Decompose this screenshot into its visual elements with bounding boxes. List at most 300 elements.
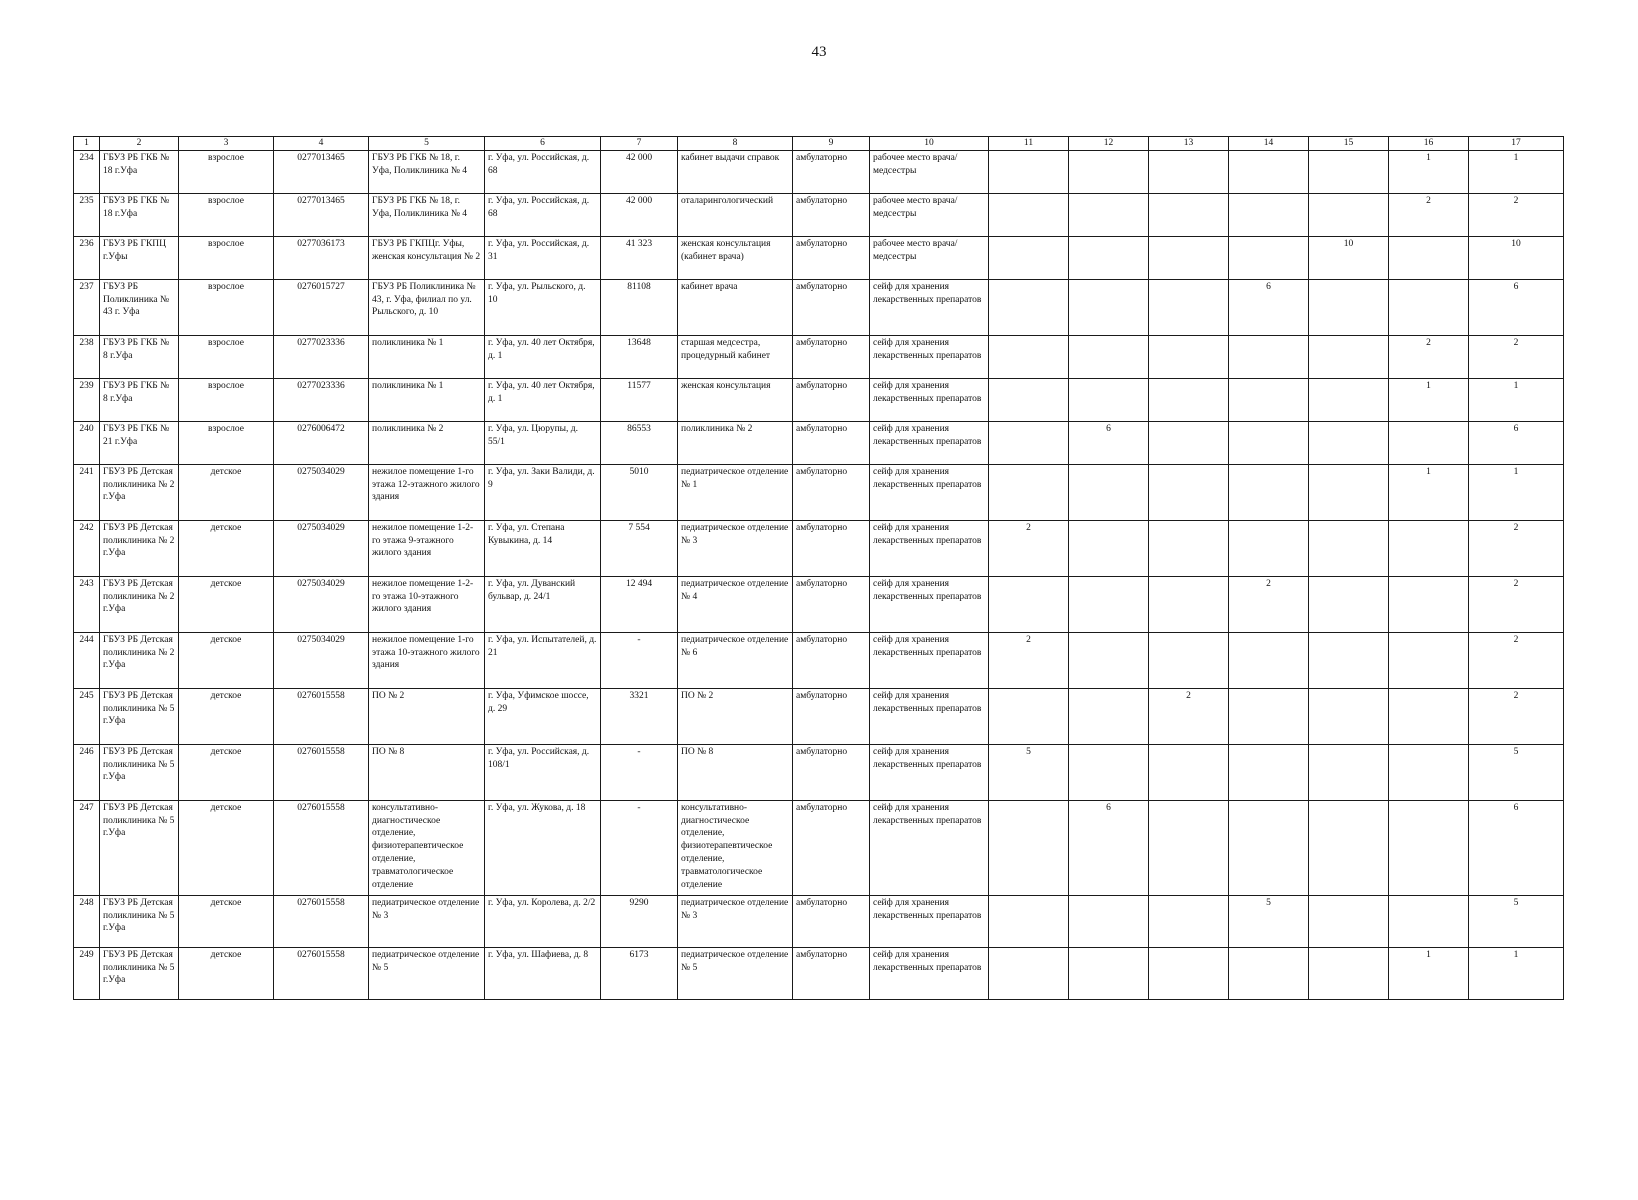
total-cell: 5 (1469, 895, 1564, 947)
storage-place-cell: сейф для хранения лекарственных препаратов (870, 744, 989, 800)
care-mode-cell: амбулаторно (793, 520, 870, 576)
table-row (74, 632, 1564, 688)
row-number-cell: 247 (74, 800, 100, 895)
count-cell-11 (989, 947, 1069, 999)
count-cell-14 (1229, 632, 1309, 688)
inn-cell: 0276015558 (274, 688, 369, 744)
row-number-cell: 249 (74, 947, 100, 999)
total-cell: 5 (1469, 744, 1564, 800)
count-cell-12 (1069, 895, 1149, 947)
storage-place-cell: сейф для хранения лекарственных препаратов (870, 335, 989, 378)
row-number-cell: 243 (74, 576, 100, 632)
count-cell-11 (989, 193, 1069, 236)
unit-cell: старшая медсестра, процедурный кабинет (678, 335, 793, 378)
object-cell: нежилое помещение 1-го этажа 12-этажного жилого здания (369, 464, 485, 520)
count-cell-13 (1149, 895, 1229, 947)
row-number-cell: 242 (74, 520, 100, 576)
age-group-cell: детское (179, 895, 274, 947)
age-group-cell: детское (179, 576, 274, 632)
table-row (74, 421, 1564, 464)
count-cell-12: 6 (1069, 421, 1149, 464)
object-cell: поликлиника № 1 (369, 378, 485, 421)
organization-cell: ГБУЗ РБ ГКБ № 21 г.Уфа (100, 421, 179, 464)
age-group-cell: взрослое (179, 335, 274, 378)
care-mode-cell: амбулаторно (793, 378, 870, 421)
age-group-cell: детское (179, 744, 274, 800)
unit-cell: педиатрическое отделение № 3 (678, 895, 793, 947)
count-cell-11 (989, 800, 1069, 895)
count-cell-11: 2 (989, 520, 1069, 576)
area-cell: 3321 (601, 688, 678, 744)
area-cell: 86553 (601, 421, 678, 464)
address-cell: г. Уфа, ул. Заки Валиди, д. 9 (485, 464, 601, 520)
count-cell-15 (1309, 744, 1389, 800)
column-header: 10 (870, 137, 989, 151)
column-header: 12 (1069, 137, 1149, 151)
count-cell-12 (1069, 520, 1149, 576)
column-header: 5 (369, 137, 485, 151)
object-cell: ПО № 2 (369, 688, 485, 744)
age-group-cell: детское (179, 688, 274, 744)
organization-cell: ГБУЗ РБ Детская поликлиника № 5 г.Уфа (100, 947, 179, 999)
care-mode-cell: амбулаторно (793, 800, 870, 895)
row-number-cell: 235 (74, 193, 100, 236)
column-header: 1 (74, 137, 100, 151)
count-cell-15 (1309, 632, 1389, 688)
care-mode-cell: амбулаторно (793, 632, 870, 688)
age-group-cell: детское (179, 520, 274, 576)
inn-cell: 0277023336 (274, 378, 369, 421)
total-cell: 1 (1469, 464, 1564, 520)
inn-cell: 0276015558 (274, 800, 369, 895)
object-cell: ПО № 8 (369, 744, 485, 800)
unit-cell: консультативно-диагностическое отделение, физиотерапевтическое отделение, травматологическое отделение (678, 800, 793, 895)
storage-place-cell: сейф для хранения лекарственных препаратов (870, 800, 989, 895)
count-cell-14 (1229, 744, 1309, 800)
area-cell: - (601, 632, 678, 688)
table-row (74, 947, 1564, 999)
column-header: 8 (678, 137, 793, 151)
count-cell-13 (1149, 378, 1229, 421)
count-cell-15 (1309, 335, 1389, 378)
register-table (73, 136, 1564, 1000)
care-mode-cell: амбулаторно (793, 688, 870, 744)
count-cell-15 (1309, 688, 1389, 744)
inn-cell: 0276015727 (274, 279, 369, 335)
area-cell: - (601, 744, 678, 800)
count-cell-11 (989, 150, 1069, 193)
count-cell-16 (1389, 895, 1469, 947)
address-cell: г. Уфа, ул. 40 лет Октября, д. 1 (485, 378, 601, 421)
count-cell-16 (1389, 520, 1469, 576)
total-cell: 6 (1469, 800, 1564, 895)
object-cell: педиатрическое отделение № 5 (369, 947, 485, 999)
age-group-cell: детское (179, 632, 274, 688)
unit-cell: поликлиника № 2 (678, 421, 793, 464)
table-row (74, 744, 1564, 800)
storage-place-cell: сейф для хранения лекарственных препаратов (870, 464, 989, 520)
count-cell-13 (1149, 236, 1229, 279)
column-header: 2 (100, 137, 179, 151)
unit-cell: оталарингологический (678, 193, 793, 236)
count-cell-11 (989, 279, 1069, 335)
count-cell-16: 1 (1389, 150, 1469, 193)
care-mode-cell: амбулаторно (793, 335, 870, 378)
storage-place-cell: сейф для хранения лекарственных препаратов (870, 947, 989, 999)
area-cell: 42 000 (601, 193, 678, 236)
column-header: 3 (179, 137, 274, 151)
total-cell: 2 (1469, 632, 1564, 688)
row-number-cell: 234 (74, 150, 100, 193)
count-cell-11: 5 (989, 744, 1069, 800)
storage-place-cell: рабочее место врача/медсестры (870, 236, 989, 279)
count-cell-16: 2 (1389, 335, 1469, 378)
unit-cell: педиатрическое отделение № 6 (678, 632, 793, 688)
count-cell-11 (989, 895, 1069, 947)
table-row (74, 279, 1564, 335)
count-cell-11 (989, 236, 1069, 279)
age-group-cell: детское (179, 947, 274, 999)
count-cell-13 (1149, 279, 1229, 335)
column-header: 17 (1469, 137, 1564, 151)
count-cell-12 (1069, 464, 1149, 520)
column-header: 7 (601, 137, 678, 151)
inn-cell: 0275034029 (274, 520, 369, 576)
organization-cell: ГБУЗ РБ Детская поликлиника № 2 г.Уфа (100, 576, 179, 632)
count-cell-11 (989, 576, 1069, 632)
count-cell-14: 5 (1229, 895, 1309, 947)
table-row (74, 193, 1564, 236)
count-cell-14 (1229, 236, 1309, 279)
count-cell-14 (1229, 150, 1309, 193)
count-cell-12 (1069, 335, 1149, 378)
area-cell: 9290 (601, 895, 678, 947)
count-cell-13 (1149, 632, 1229, 688)
count-cell-12 (1069, 193, 1149, 236)
total-cell: 2 (1469, 576, 1564, 632)
row-number-cell: 245 (74, 688, 100, 744)
register-table-container (73, 136, 1563, 1000)
count-cell-12 (1069, 632, 1149, 688)
unit-cell: ПО № 8 (678, 744, 793, 800)
organization-cell: ГБУЗ РБ ГКБ № 8 г.Уфа (100, 335, 179, 378)
address-cell: г. Уфа, Уфимское шоссе, д. 29 (485, 688, 601, 744)
count-cell-14 (1229, 335, 1309, 378)
storage-place-cell: рабочее место врача/медсестры (870, 193, 989, 236)
count-cell-15 (1309, 193, 1389, 236)
table-row (74, 520, 1564, 576)
count-cell-12 (1069, 236, 1149, 279)
row-number-cell: 236 (74, 236, 100, 279)
care-mode-cell: амбулаторно (793, 744, 870, 800)
unit-cell: педиатрическое отделение № 3 (678, 520, 793, 576)
table-body (74, 150, 1564, 999)
inn-cell: 0277013465 (274, 150, 369, 193)
count-cell-11 (989, 378, 1069, 421)
table-row (74, 378, 1564, 421)
total-cell: 6 (1469, 421, 1564, 464)
count-cell-15 (1309, 150, 1389, 193)
age-group-cell: взрослое (179, 378, 274, 421)
count-cell-16 (1389, 279, 1469, 335)
total-cell: 1 (1469, 378, 1564, 421)
inn-cell: 0276015558 (274, 947, 369, 999)
care-mode-cell: амбулаторно (793, 947, 870, 999)
count-cell-11 (989, 688, 1069, 744)
count-cell-14 (1229, 947, 1309, 999)
column-header: 9 (793, 137, 870, 151)
column-header: 4 (274, 137, 369, 151)
age-group-cell: взрослое (179, 421, 274, 464)
organization-cell: ГБУЗ РБ ГКБ № 8 г.Уфа (100, 378, 179, 421)
count-cell-12 (1069, 378, 1149, 421)
count-cell-16 (1389, 632, 1469, 688)
organization-cell: ГБУЗ РБ Детская поликлиника № 5 г.Уфа (100, 744, 179, 800)
area-cell: 41 323 (601, 236, 678, 279)
count-cell-13 (1149, 520, 1229, 576)
count-cell-14 (1229, 520, 1309, 576)
count-cell-12 (1069, 279, 1149, 335)
care-mode-cell: амбулаторно (793, 421, 870, 464)
care-mode-cell: амбулаторно (793, 193, 870, 236)
count-cell-11 (989, 335, 1069, 378)
organization-cell: ГБУЗ РБ ГКБ № 18 г.Уфа (100, 193, 179, 236)
count-cell-13 (1149, 800, 1229, 895)
inn-cell: 0275034029 (274, 576, 369, 632)
care-mode-cell: амбулаторно (793, 279, 870, 335)
inn-cell: 0276006472 (274, 421, 369, 464)
inn-cell: 0277036173 (274, 236, 369, 279)
organization-cell: ГБУЗ РБ Детская поликлиника № 2 г.Уфа (100, 464, 179, 520)
address-cell: г. Уфа, ул. Степана Кувыкина, д. 14 (485, 520, 601, 576)
address-cell: г. Уфа, ул. Российская, д. 68 (485, 193, 601, 236)
count-cell-14 (1229, 378, 1309, 421)
count-cell-14 (1229, 800, 1309, 895)
address-cell: г. Уфа, ул. 40 лет Октября, д. 1 (485, 335, 601, 378)
total-cell: 2 (1469, 688, 1564, 744)
address-cell: г. Уфа, ул. Российская, д. 108/1 (485, 744, 601, 800)
column-header: 15 (1309, 137, 1389, 151)
count-cell-11: 2 (989, 632, 1069, 688)
care-mode-cell: амбулаторно (793, 236, 870, 279)
count-cell-16: 1 (1389, 378, 1469, 421)
area-cell: 12 494 (601, 576, 678, 632)
unit-cell: кабинет врача (678, 279, 793, 335)
organization-cell: ГБУЗ РБ Детская поликлиника № 2 г.Уфа (100, 632, 179, 688)
count-cell-13 (1149, 947, 1229, 999)
total-cell: 1 (1469, 947, 1564, 999)
address-cell: г. Уфа, ул. Российская, д. 31 (485, 236, 601, 279)
age-group-cell: детское (179, 800, 274, 895)
object-cell: ГБУЗ РБ ГКБ № 18, г. Уфа, Поликлиника № 4 (369, 193, 485, 236)
count-cell-16 (1389, 421, 1469, 464)
row-number-cell: 239 (74, 378, 100, 421)
storage-place-cell: сейф для хранения лекарственных препаратов (870, 378, 989, 421)
total-cell: 2 (1469, 193, 1564, 236)
count-cell-12 (1069, 150, 1149, 193)
unit-cell: женская консультация (кабинет врача) (678, 236, 793, 279)
organization-cell: ГБУЗ РБ ГКБ № 18 г.Уфа (100, 150, 179, 193)
table-row (74, 150, 1564, 193)
object-cell: поликлиника № 1 (369, 335, 485, 378)
age-group-cell: детское (179, 464, 274, 520)
table-row (74, 236, 1564, 279)
column-number-row (74, 137, 1564, 151)
organization-cell: ГБУЗ РБ Поликлиника № 43 г. Уфа (100, 279, 179, 335)
organization-cell: ГБУЗ РБ Детская поликлиника № 5 г.Уфа (100, 688, 179, 744)
table-row (74, 576, 1564, 632)
age-group-cell: взрослое (179, 236, 274, 279)
inn-cell: 0277013465 (274, 193, 369, 236)
object-cell: педиатрическое отделение № 3 (369, 895, 485, 947)
count-cell-13 (1149, 744, 1229, 800)
area-cell: 81108 (601, 279, 678, 335)
care-mode-cell: амбулаторно (793, 150, 870, 193)
storage-place-cell: рабочее место врача/медсестры (870, 150, 989, 193)
row-number-cell: 237 (74, 279, 100, 335)
area-cell: 7 554 (601, 520, 678, 576)
count-cell-11 (989, 464, 1069, 520)
table-row (74, 688, 1564, 744)
count-cell-15 (1309, 464, 1389, 520)
count-cell-14 (1229, 464, 1309, 520)
address-cell: г. Уфа, ул. Российская, д. 68 (485, 150, 601, 193)
row-number-cell: 246 (74, 744, 100, 800)
count-cell-15 (1309, 895, 1389, 947)
object-cell: поликлиника № 2 (369, 421, 485, 464)
row-number-cell: 241 (74, 464, 100, 520)
storage-place-cell: сейф для хранения лекарственных препаратов (870, 520, 989, 576)
object-cell: нежилое помещение 1-го этажа 10-этажного жилого здания (369, 632, 485, 688)
object-cell: ГБУЗ РБ ГКПЦг. Уфы, женская консультация № 2 (369, 236, 485, 279)
age-group-cell: взрослое (179, 193, 274, 236)
object-cell: нежилое помещение 1-2-го этажа 10-этажного жилого здания (369, 576, 485, 632)
area-cell: 42 000 (601, 150, 678, 193)
count-cell-15 (1309, 520, 1389, 576)
organization-cell: ГБУЗ РБ Детская поликлиника № 5 г.Уфа (100, 895, 179, 947)
address-cell: г. Уфа, ул. Рыльского, д. 10 (485, 279, 601, 335)
inn-cell: 0276015558 (274, 744, 369, 800)
count-cell-12 (1069, 947, 1149, 999)
unit-cell: педиатрическое отделение № 4 (678, 576, 793, 632)
storage-place-cell: сейф для хранения лекарственных препаратов (870, 279, 989, 335)
care-mode-cell: амбулаторно (793, 895, 870, 947)
count-cell-11 (989, 421, 1069, 464)
total-cell: 1 (1469, 150, 1564, 193)
count-cell-14 (1229, 688, 1309, 744)
total-cell: 2 (1469, 520, 1564, 576)
unit-cell: женская консультация (678, 378, 793, 421)
organization-cell: ГБУЗ РБ Детская поликлиника № 5 г.Уфа (100, 800, 179, 895)
object-cell: ГБУЗ РБ Поликлиника № 43, г. Уфа, филиал по ул. Рыльского, д. 10 (369, 279, 485, 335)
count-cell-15 (1309, 800, 1389, 895)
column-header: 6 (485, 137, 601, 151)
storage-place-cell: сейф для хранения лекарственных препаратов (870, 688, 989, 744)
care-mode-cell: амбулаторно (793, 464, 870, 520)
organization-cell: ГБУЗ РБ ГКПЦ г.Уфы (100, 236, 179, 279)
table-row (74, 800, 1564, 895)
row-number-cell: 248 (74, 895, 100, 947)
address-cell: г. Уфа, ул. Шафиева, д. 8 (485, 947, 601, 999)
area-cell: 6173 (601, 947, 678, 999)
column-header: 13 (1149, 137, 1229, 151)
count-cell-16 (1389, 800, 1469, 895)
storage-place-cell: сейф для хранения лекарственных препаратов (870, 576, 989, 632)
count-cell-16 (1389, 688, 1469, 744)
organization-cell: ГБУЗ РБ Детская поликлиника № 2 г.Уфа (100, 520, 179, 576)
count-cell-16 (1389, 744, 1469, 800)
address-cell: г. Уфа, ул. Дуванский бульвар, д. 24/1 (485, 576, 601, 632)
count-cell-12 (1069, 576, 1149, 632)
table-row (74, 464, 1564, 520)
object-cell: ГБУЗ РБ ГКБ № 18, г. Уфа, Поликлиника № 4 (369, 150, 485, 193)
row-number-cell: 238 (74, 335, 100, 378)
age-group-cell: взрослое (179, 150, 274, 193)
count-cell-16: 1 (1389, 947, 1469, 999)
count-cell-15 (1309, 279, 1389, 335)
column-header: 11 (989, 137, 1069, 151)
count-cell-14: 6 (1229, 279, 1309, 335)
count-cell-15 (1309, 576, 1389, 632)
inn-cell: 0277023336 (274, 335, 369, 378)
total-cell: 6 (1469, 279, 1564, 335)
storage-place-cell: сейф для хранения лекарственных препаратов (870, 421, 989, 464)
count-cell-15: 10 (1309, 236, 1389, 279)
unit-cell: педиатрическое отделение № 5 (678, 947, 793, 999)
inn-cell: 0276015558 (274, 895, 369, 947)
table-row (74, 335, 1564, 378)
count-cell-12: 6 (1069, 800, 1149, 895)
count-cell-16 (1389, 576, 1469, 632)
storage-place-cell: сейф для хранения лекарственных препаратов (870, 895, 989, 947)
address-cell: г. Уфа, ул. Королева, д. 2/2 (485, 895, 601, 947)
age-group-cell: взрослое (179, 279, 274, 335)
count-cell-13 (1149, 193, 1229, 236)
count-cell-13 (1149, 464, 1229, 520)
page-number: 43 (811, 44, 827, 60)
count-cell-12 (1069, 744, 1149, 800)
area-cell: 11577 (601, 378, 678, 421)
address-cell: г. Уфа, ул. Цюрупы, д. 55/1 (485, 421, 601, 464)
area-cell: 13648 (601, 335, 678, 378)
count-cell-13 (1149, 150, 1229, 193)
count-cell-15 (1309, 947, 1389, 999)
row-number-cell: 240 (74, 421, 100, 464)
total-cell: 10 (1469, 236, 1564, 279)
count-cell-14 (1229, 421, 1309, 464)
area-cell: - (601, 800, 678, 895)
total-cell: 2 (1469, 335, 1564, 378)
count-cell-16: 2 (1389, 193, 1469, 236)
address-cell: г. Уфа, ул. Испытателей, д. 21 (485, 632, 601, 688)
count-cell-14: 2 (1229, 576, 1309, 632)
count-cell-13 (1149, 421, 1229, 464)
row-number-cell: 244 (74, 632, 100, 688)
column-header: 14 (1229, 137, 1309, 151)
count-cell-13 (1149, 576, 1229, 632)
unit-cell: педиатрическое отделение № 1 (678, 464, 793, 520)
inn-cell: 0275034029 (274, 632, 369, 688)
storage-place-cell: сейф для хранения лекарственных препаратов (870, 632, 989, 688)
table-row (74, 895, 1564, 947)
count-cell-13 (1149, 335, 1229, 378)
object-cell: нежилое помещение 1-2-го этажа 9-этажного жилого здания (369, 520, 485, 576)
object-cell: консультативно-диагностическое отделение, физиотерапевтическое отделение, травматологическое отделение (369, 800, 485, 895)
area-cell: 5010 (601, 464, 678, 520)
unit-cell: ПО № 2 (678, 688, 793, 744)
column-header: 16 (1389, 137, 1469, 151)
count-cell-14 (1229, 193, 1309, 236)
